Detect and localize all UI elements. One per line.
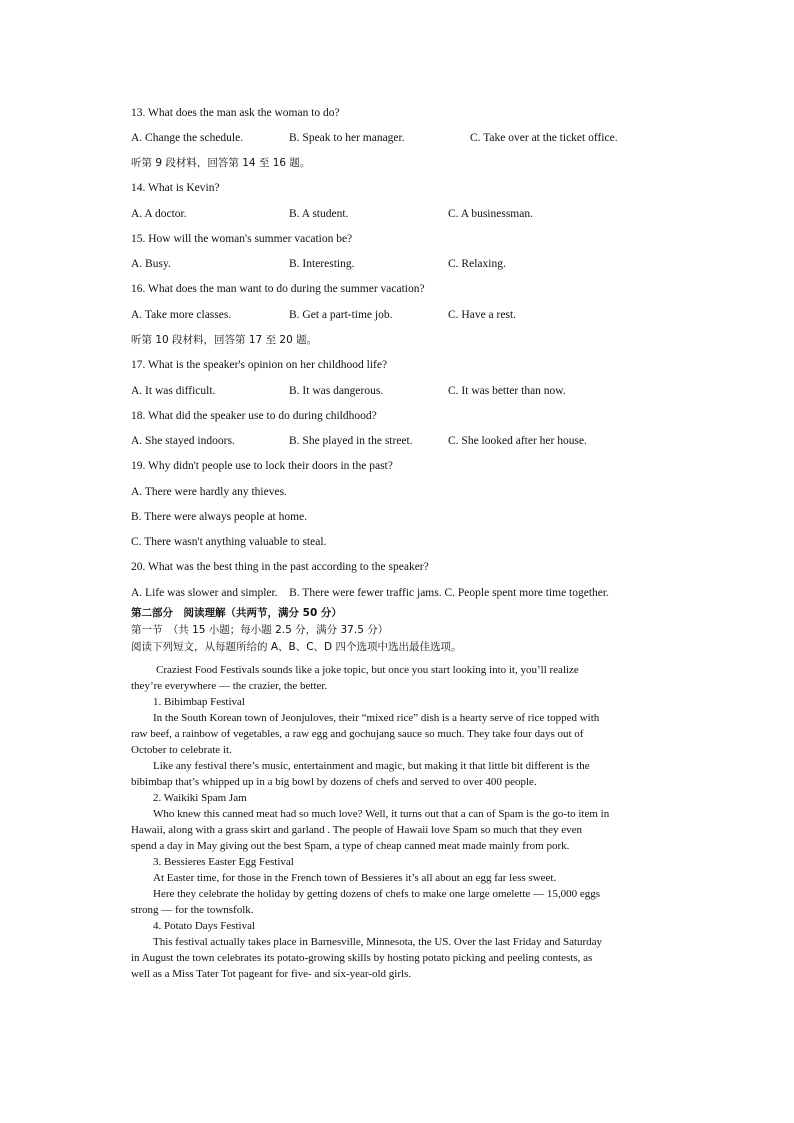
question-19: 19. Why didn't people use to lock their doors in the past? bbox=[131, 460, 393, 472]
question-15: 15. How will the woman's summer vacation be? bbox=[131, 233, 353, 245]
question-18: 18. What did the speaker use to do during childhood? bbox=[131, 410, 377, 422]
section-one-title: 第一节 （共 15 小题；每小题 2.5 分，满分 37.5 分） bbox=[131, 624, 389, 636]
q15-option-a: A. Busy. bbox=[131, 258, 171, 270]
q14-option-b: B. A student. bbox=[289, 208, 349, 220]
question-17: 17. What is the speaker's opinion on her childhood life? bbox=[131, 359, 388, 371]
q20-options: A. Life was slower and simpler. B. There were fewer traffic jams. C. People spent more time together. bbox=[131, 587, 609, 599]
section-10-instruction: 听第 10 段材料，回答第 17 至 20 题。 bbox=[131, 334, 318, 346]
passage-line: Craziest Food Festivals sounds like a joke topic, but once you start looking into it, you’ll realize bbox=[156, 664, 579, 676]
q16-option-b: B. Get a part-time job. bbox=[289, 309, 393, 321]
passage-line: Who knew this canned meat had so much love? Well, it turns out that a can of Spam is the go-to item in bbox=[153, 808, 610, 820]
passage-line: strong — for the townsfolk. bbox=[131, 904, 254, 916]
passage-line: they’re everywhere — the crazier, the better. bbox=[131, 680, 328, 692]
q18-option-c: C. She looked after her house. bbox=[448, 435, 587, 447]
passage-line: In the South Korean town of Jeonjuloves, their “mixed rice” dish is a hearty serve of rice topped with bbox=[153, 712, 600, 724]
passage-line: raw beef, a rainbow of vegetables, a raw egg and gochujang sauce so much. They take four days out of bbox=[131, 728, 584, 740]
passage-heading: 1. Bibimbap Festival bbox=[153, 696, 245, 708]
passage-line: spend a day in May giving out the best Spam, a type of cheap canned meat made mainly from pork. bbox=[131, 840, 570, 852]
q17-option-a: A. It was difficult. bbox=[131, 385, 216, 397]
passage-line: At Easter time, for those in the French town of Bessieres it’s all about an egg far less sweet. bbox=[153, 872, 557, 884]
q18-option-a: A. She stayed indoors. bbox=[131, 435, 235, 447]
passage-line: Here they celebrate the holiday by getting dozens of chefs to make one large omelette — 15,000 eggs bbox=[153, 888, 600, 900]
q16-option-c: C. Have a rest. bbox=[448, 309, 517, 321]
q18-option-b: B. She played in the street. bbox=[289, 435, 413, 447]
section-9-instruction: 听第 9 段材料，回答第 14 至 16 题。 bbox=[131, 157, 311, 169]
q19-option-c: C. There wasn't anything valuable to steal. bbox=[131, 536, 327, 548]
passage-line: well as a Miss Tater Tot pageant for five- and six-year-old girls. bbox=[131, 968, 412, 980]
q13-option-a: A. Change the schedule. bbox=[131, 132, 244, 144]
question-20: 20. What was the best thing in the past according to the speaker? bbox=[131, 561, 429, 573]
q17-option-c: C. It was better than now. bbox=[448, 385, 566, 397]
reading-instruction: 阅读下列短文，从每题所给的 A、B、C、D 四个选项中选出最佳选项。 bbox=[131, 641, 462, 653]
q13-option-c: C. Take over at the ticket office. bbox=[470, 132, 618, 144]
passage-line: Hawaii, along with a grass skirt and garland . The people of Hawaii love Spam so much that they even bbox=[131, 824, 582, 836]
q15-option-c: C. Relaxing. bbox=[448, 258, 506, 270]
passage-line: bibimbap that’s whipped up in a big bowl by dozens of chefs and served to over 400 people. bbox=[131, 776, 537, 788]
passage-heading: 4. Potato Days Festival bbox=[153, 920, 256, 932]
q14-option-a: A. A doctor. bbox=[131, 208, 187, 220]
q17-option-b: B. It was dangerous. bbox=[289, 385, 384, 397]
q13-option-b: B. Speak to her manager. bbox=[289, 132, 405, 144]
question-13: 13. What does the man ask the woman to do? bbox=[131, 107, 340, 119]
q19-option-b: B. There were always people at home. bbox=[131, 511, 308, 523]
passage-heading: 2. Waikiki Spam Jam bbox=[153, 792, 247, 804]
passage-heading: 3. Bessieres Easter Egg Festival bbox=[153, 856, 294, 868]
part-two-title: 第二部分 阅读理解（共两节，满分 50 分） bbox=[131, 607, 342, 619]
question-16: 16. What does the man want to do during the summer vacation? bbox=[131, 283, 425, 295]
passage-line: Like any festival there’s music, entertainment and magic, but making it that little bit different is the bbox=[153, 760, 590, 772]
passage-line: This festival actually takes place in Barnesville, Minnesota, the US. Over the last Friday and Saturday bbox=[153, 936, 603, 948]
passage-line: in August the town celebrates its potato-growing skills by hosting potato picking and peeling contests, as bbox=[131, 952, 593, 964]
q16-option-a: A. Take more classes. bbox=[131, 309, 232, 321]
passage-line: October to celebrate it. bbox=[131, 744, 232, 756]
question-14: 14. What is Kevin? bbox=[131, 182, 220, 194]
q14-option-c: C. A businessman. bbox=[448, 208, 533, 220]
q19-option-a: A. There were hardly any thieves. bbox=[131, 486, 287, 498]
q15-option-b: B. Interesting. bbox=[289, 258, 355, 270]
